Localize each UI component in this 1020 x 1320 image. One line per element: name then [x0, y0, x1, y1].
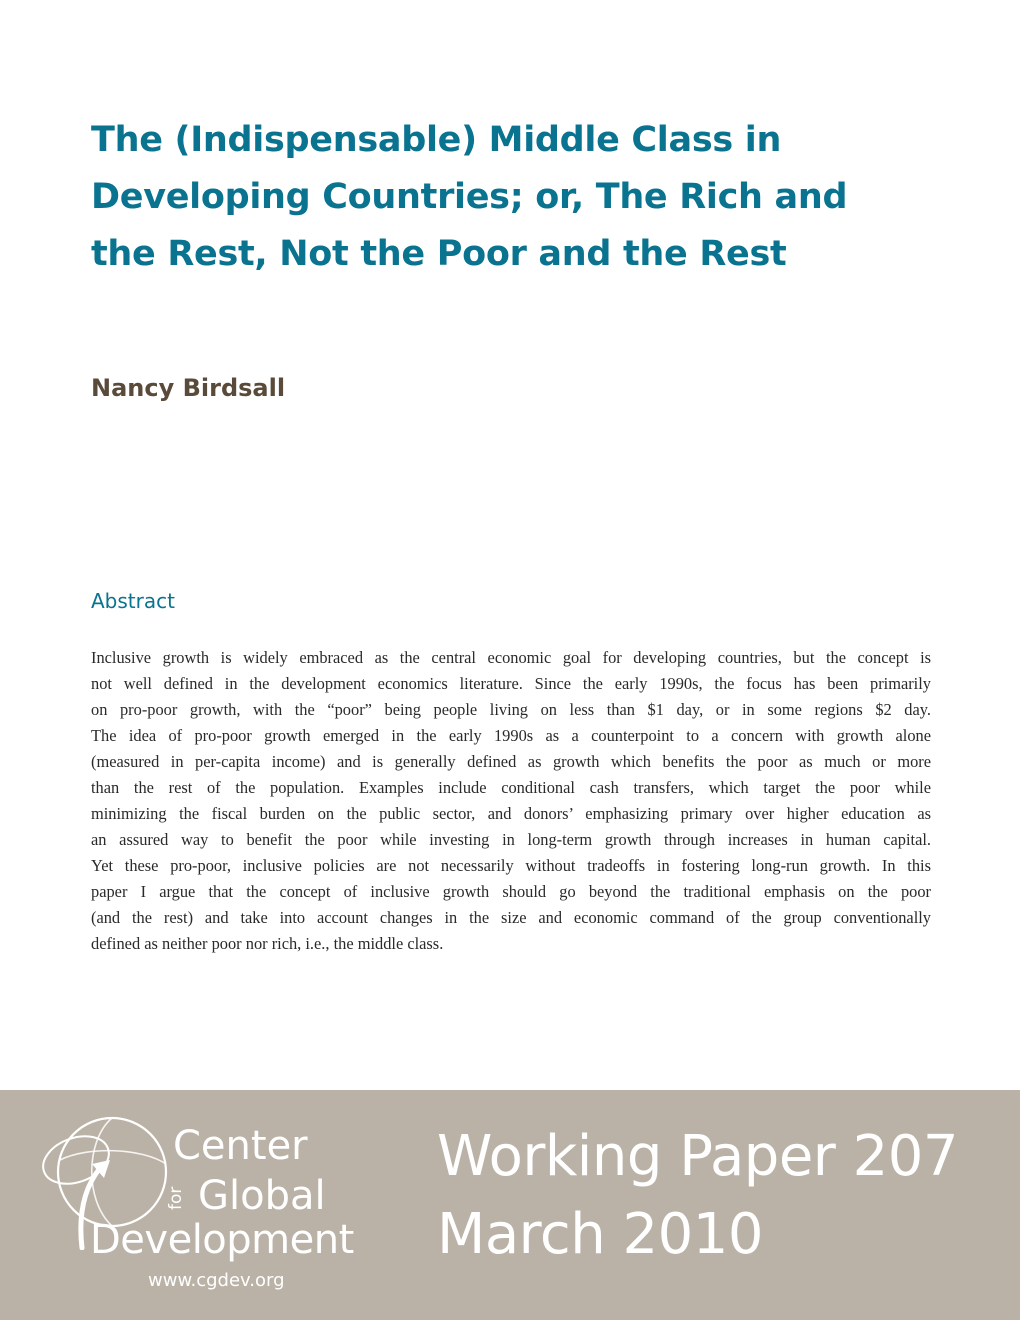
abstract-line: paper I argue that the concept of inclusive growth should go beyond the traditional emphasis on the poor — [91, 882, 931, 901]
abstract-line: on pro-poor growth, with the “poor” being people living on less than $1 day, or in some regions $2 day. — [91, 700, 931, 719]
abstract-heading: Abstract — [91, 589, 175, 613]
title-line: The (Indispensable) Middle Class in — [91, 120, 782, 160]
org-website-link[interactable]: www.cgdev.org — [148, 1270, 285, 1291]
org-name-center: Center — [173, 1123, 308, 1169]
org-name-for: for — [166, 1186, 186, 1210]
author-name: Nancy Birdsall — [91, 374, 286, 402]
abstract-line: defined as neither poor nor rich, i.e., the middle class. — [91, 934, 444, 953]
abstract-line: minimizing the fiscal burden on the public sector, and donors’ emphasizing primary over higher education as — [91, 804, 931, 823]
paper-title — [91, 112, 971, 283]
publication-date: March 2010 — [437, 1202, 764, 1267]
abstract-line: not well defined in the development economics literature. Since the early 1990s, the focus has been primarily — [91, 674, 931, 693]
abstract-line: (measured in per-capita income) and is generally defined as growth which benefits the poor as much or more — [91, 752, 931, 771]
org-name-global: Global — [198, 1173, 326, 1219]
org-name-development: Development — [90, 1217, 354, 1263]
cgd-logo — [0, 1090, 420, 1320]
abstract-line: than the rest of the population. Examples include conditional cash transfers, which target the poor while — [91, 778, 931, 797]
abstract-line: The idea of pro-poor growth emerged in the early 1990s as a counterpoint to a concern with growth alone — [91, 726, 931, 745]
title-line: the Rest, Not the Poor and the Rest — [91, 234, 787, 274]
abstract-line: Inclusive growth is widely embraced as the central economic goal for developing countries, but the concept is — [91, 648, 931, 667]
working-paper-number: Working Paper 207 — [437, 1124, 958, 1189]
abstract-line: (and the rest) and take into account changes in the size and economic command of the group conventionally — [91, 908, 931, 927]
title-line: Developing Countries; or, The Rich and — [91, 177, 848, 217]
abstract-line: an assured way to benefit the poor while investing in long-term growth through increases in human capital. — [91, 830, 931, 849]
footer-band — [0, 1090, 1020, 1320]
abstract-line: Yet these pro-poor, inclusive policies are not necessarily without tradeoffs in fostering long-run growth. In this — [91, 856, 931, 875]
abstract-body — [91, 645, 931, 957]
